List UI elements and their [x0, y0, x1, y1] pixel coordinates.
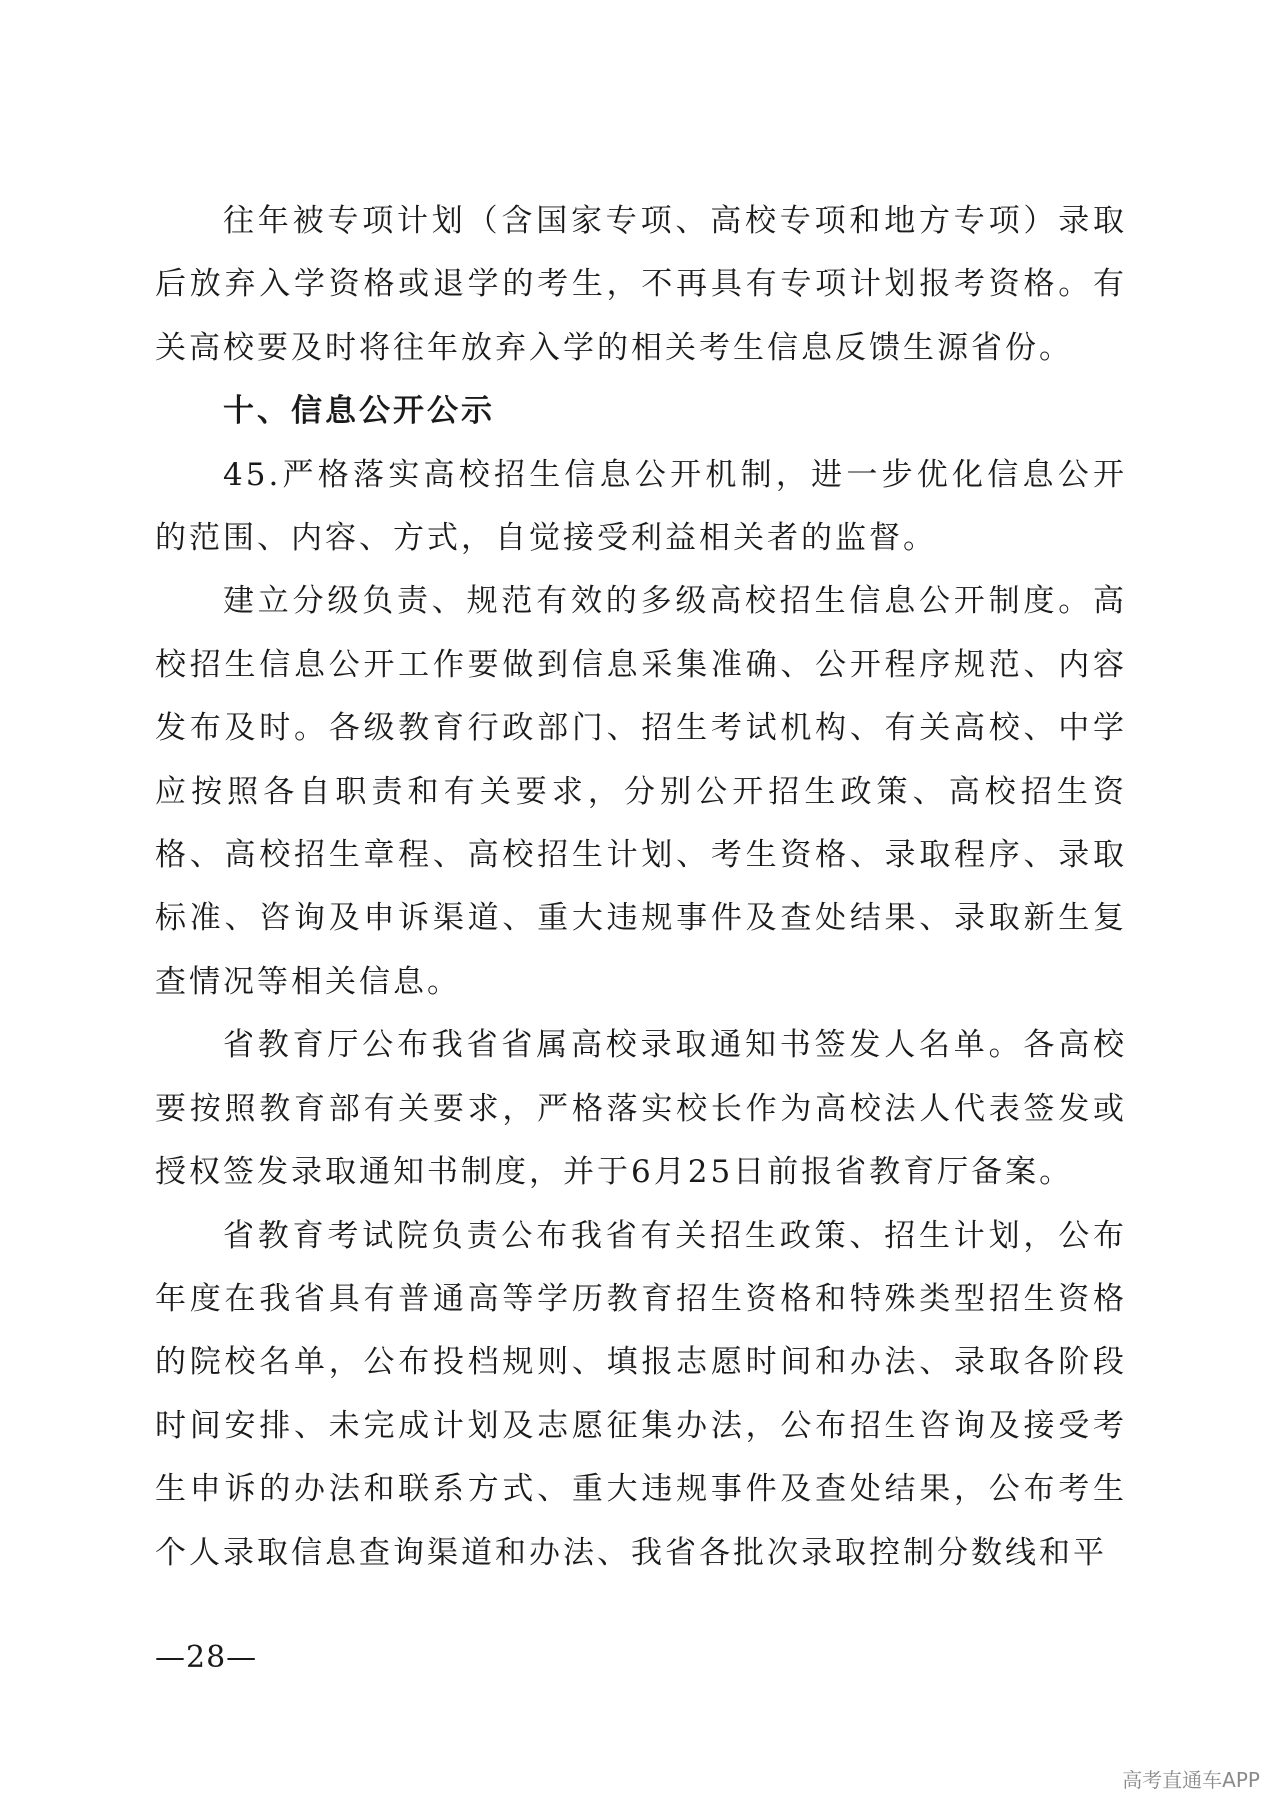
paragraph-exam-institute: 省教育考试院负责公布我省有关招生政策、招生计划，公布年度在我省具有普通高等学历教育招生资格和特殊类型招生资格的院校名单，公布投档规则、填报志愿时间和办法、录取各阶段时间安排、未完成计划及志愿征集办法，公布招生咨询及接受考生申诉的办法和联系方式、重大违规事件及查处结果，公布考生个人录取信息查询渠道和办法、我省各批次录取控制分数线和平	[155, 1217, 1127, 1571]
watermark: 高考直通车APP	[1122, 1768, 1260, 1792]
paragraph-disclosure-system: 建立分级负责、规范有效的多级高校招生信息公开制度。高校招生信息公开工作要做到信息采集准确、公开程序规范、内容发布及时。各级教育行政部门、招生考试机构、有关高校、中学应按照各自职责和有关要求，分别公开招生政策、高校招生资格、高校招生章程、高校招生计划、考生资格、录取程序、录取标准、咨询及申诉渠道、重大违规事件及查处结果、录取新生复查情况等相关信息。	[155, 583, 1127, 1000]
page-number: —28—	[155, 1640, 258, 1675]
paragraph-special-plan: 往年被专项计划（含国家专项、高校专项和地方专项）录取后放弃入学资格或退学的考生，不再具有专项计划报考资格。有关高校要及时将往年放弃入学的相关考生信息反馈生源省份。	[155, 203, 1127, 366]
section-heading-info-disclosure: 十、信息公开公示	[223, 393, 495, 430]
paragraph-article-45: 45.严格落实高校招生信息公开机制，进一步优化信息公开的范围、内容、方式，自觉接受利益相关者的监督。	[155, 456, 1127, 557]
paragraph-education-department: 省教育厅公布我省省属高校录取通知书签发人名单。各高校要按照教育部有关要求，严格落实校长作为高校法人代表签发或授权签发录取通知书制度，并于6月25日前报省教育厅备案。	[155, 1027, 1127, 1191]
document-body	[155, 190, 1127, 1585]
